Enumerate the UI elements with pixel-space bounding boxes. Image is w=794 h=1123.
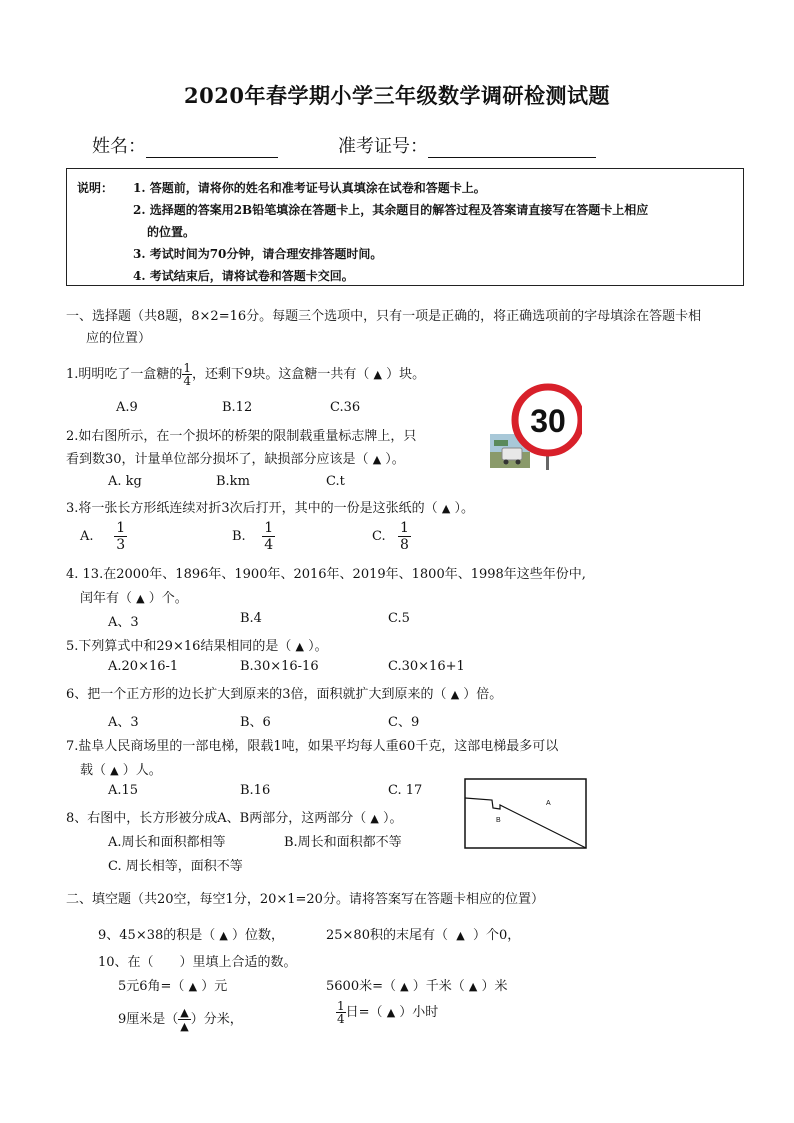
answer-marker: ▲ (110, 764, 119, 777)
fraction-one-fourth: $\frac{1}{4}$ (337, 999, 345, 1026)
instruction-2-cont: 的位置。 (147, 225, 196, 239)
answer-marker: ▲ (372, 453, 382, 466)
q4-option-a: A、3 (108, 615, 139, 630)
name-blank[interactable] (146, 139, 278, 158)
section1-heading-cont: 应的位置） (86, 331, 152, 346)
q8-option-a: A.周长和面积都相等 (108, 835, 226, 850)
q4-option-c: C.5 (388, 611, 410, 626)
q5-option-a: A.20×16-1 (108, 659, 179, 674)
answer-marker: ▲ (373, 368, 382, 381)
exam-title: 2020年春学期小学三年级数学调研检测试题 (184, 83, 610, 108)
answer-marker: ▲ (219, 929, 228, 942)
question-2-line2: 看到数30，计量单位部分损坏了，缺损部分应该是（ ▲ ）。 (66, 452, 405, 467)
q1-option-c: C.36 (330, 400, 361, 415)
q10-row2-a: 9厘米是（ $\frac{▲}{▲}$ ）分米， (118, 1006, 243, 1033)
id-label: 准考证号： (338, 136, 428, 157)
question-9-part1: 9、45×38的积是（ ▲ ）位数， (98, 928, 285, 943)
question-7-line2: 载（ ▲ ）人。 (80, 763, 162, 778)
q6-option-c: C、9 (388, 715, 420, 730)
question-9-part2: 25×80积的末尾有（ ▲ ）个0， (326, 928, 521, 943)
instruction-3: 3. 考试时间为70分钟，请合理安排答题时间。 (133, 247, 383, 261)
answer-marker: ▲ (188, 980, 198, 993)
instruction-4: 4. 考试结束后，请将试卷和答题卡交回。 (133, 269, 354, 283)
q7-option-b: B.16 (240, 783, 271, 798)
q8-option-c: C. 周长相等，面积不等 (108, 859, 243, 874)
question-3: 3.将一张长方形纸连续对折3次后打开，其中的一份是这张纸的（ ▲ ）。 (66, 501, 474, 516)
name-label: 姓名： (92, 136, 146, 157)
section2-heading: 二、填空题（共20空，每空1分，20×1=20分。请将答案写在答题卡相应的位置） (66, 892, 544, 907)
question-2-line1: 2.如右图所示，在一个损坏的桥架的限制载重量标志牌上，只 (66, 429, 417, 444)
q7-option-c: C. 17 (388, 783, 423, 798)
answer-marker: ▲ (400, 980, 409, 993)
rectangle-divided-figure (464, 778, 588, 850)
q3-option-a: A. $\frac{1}{3}$ (80, 520, 126, 553)
answer-marker: ▲ (456, 929, 465, 942)
answer-marker: ▲ (450, 688, 460, 701)
q3-option-c: C. $\frac{1}{8}$ (372, 520, 409, 553)
question-4-line1: 4. 13.在2000年、1896年、1900年、2016年、2019年、1800年、1998年这些年份中, (66, 567, 586, 582)
q4-option-b: B.4 (240, 611, 262, 626)
q6-option-b: B、6 (240, 715, 271, 730)
section1-heading: 一、选择题（共8题，8×2=16分。每题三个选项中，只有一项是正确的，将正确选项前的字母填涂在答题卡相 (66, 309, 702, 324)
q10-row1-b: 5600米=（ ▲ ）千米（ ▲ ）米 (326, 979, 508, 994)
answer-marker: ▲ (370, 812, 379, 825)
fraction-one-fourth: $\frac{1}{4}$ (183, 361, 192, 388)
answer-marker: ▲ (295, 640, 304, 653)
instruction-2: 2. 选择题的答案用2B铅笔填涂在答题卡上，其余题目的解答过程及答案请直接写在答题卡上相应 (133, 203, 649, 217)
question-1: 1.明明吃了一盒糖的 $\frac{1}{4}$ ，还剩下9块。这盒糖一共有（ ▲ ）块。 (66, 361, 426, 388)
id-field[interactable] (338, 132, 596, 158)
q8-option-b: B.周长和面积都不等 (284, 835, 402, 850)
q1-option-b: B.12 (222, 400, 253, 415)
q2-option-c: C.t (326, 474, 345, 489)
q2-option-a: A. kg (108, 474, 142, 489)
answer-marker: ▲ (468, 980, 478, 993)
question-10: 10、在（ ）里填上合适的数。 (98, 955, 297, 970)
answer-marker: ▲ (441, 502, 451, 515)
question-5: 5.下列算式中和29×16结果相同的是（ ▲ ）。 (66, 639, 328, 654)
region-b-label: B (496, 817, 501, 824)
question-4-line2: 闰年有（ ▲ ）个。 (80, 591, 188, 606)
q6-option-a: A、3 (108, 715, 139, 730)
q3-option-b: B. $\frac{1}{4}$ (232, 520, 274, 553)
instructions-label: 说明： (77, 181, 114, 195)
id-blank[interactable] (428, 139, 596, 158)
answer-marker: ▲ (136, 592, 145, 605)
region-a-label: A (546, 800, 551, 807)
q2-option-b: B.km (216, 474, 250, 489)
question-7-line1: 7.盐阜人民商场里的一部电梯，限载1吨，如果平均每人重60千克，这部电梯最多可以 (66, 739, 559, 754)
load-limit-sign-image (490, 382, 582, 470)
instructions-box (66, 168, 744, 286)
instruction-1: 1. 答题前，请将你的姓名和准考证号认真填涂在试卷和答题卡上。 (133, 181, 486, 195)
question-6: 6、把一个正方形的边长扩大到原来的3倍，面积就扩大到原来的（ ▲ ）倍。 (66, 687, 503, 702)
blank-fraction: $\frac{▲}{▲}$ (180, 1006, 189, 1033)
q5-option-c: C.30×16+1 (388, 659, 465, 674)
sign-number: 30 (530, 403, 566, 439)
answer-marker: ▲ (386, 1006, 396, 1019)
question-8: 8、右图中，长方形被分成A、B两部分，这两部分（ ▲ ）。 (66, 811, 403, 826)
q7-option-a: A.15 (108, 783, 139, 798)
q10-row1-a: 5元6角=（ ▲ ）元 (118, 979, 228, 994)
name-field[interactable] (92, 132, 278, 158)
q5-option-b: B.30×16-16 (240, 659, 319, 674)
q1-option-a: A.9 (116, 400, 138, 415)
q10-row2-b: $\frac{1}{4}$ 日=（ ▲ ）小时 (337, 999, 439, 1026)
